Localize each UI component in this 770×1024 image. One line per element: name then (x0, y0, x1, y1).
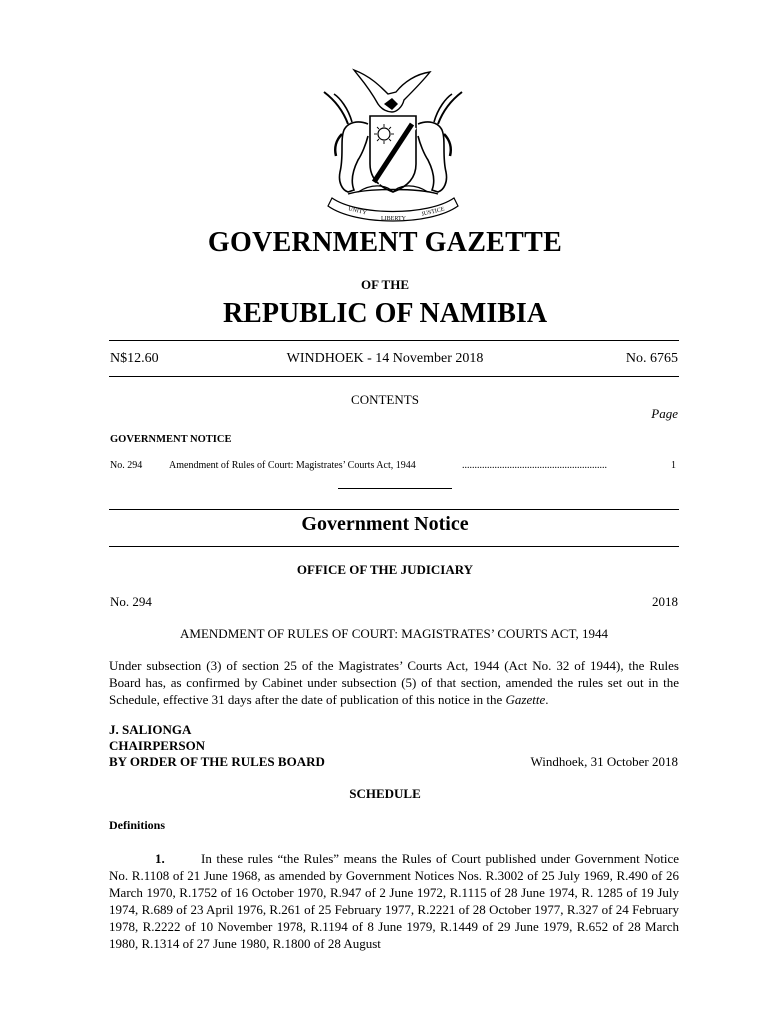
masthead-rule-top (109, 340, 679, 341)
clause-text: In these rules “the Rules” means the Rules of Court published under Government Notice No. R.1108 of 21 June 1968, as amended by Government Notices Nos. R.3002 of 25 July 1969, R.490 of 26 March 1970, R.1752 of 16 October 1970, R.947 of 2 June 1972, R.1115 of 28 June 1974, R. 1285 of 19 July 1974, R.689 of 23 April 1976, R.261 of 25 February 1977, R.2221 of 28 October 1977, R.327 of 24 February 1978, R.2222 of 10 November 1978, R.1194 of 8 June 1979, R.1449 of 29 June 1979, R.652 of 28 March 1980, R.1314 of 27 June 1980, R.1800 of 28 August (109, 851, 679, 951)
gazette-italic: Gazette (505, 692, 546, 707)
notice-heading: Government Notice (301, 513, 469, 535)
signatory-position: CHAIRPERSON (109, 738, 206, 753)
contents-entry-number: No. 294 (110, 460, 143, 471)
contents-separator (338, 488, 452, 489)
date-place: WINDHOEK - 14 November 2018 (286, 351, 484, 366)
definitions-clause (109, 850, 679, 952)
price: N$12.60 (110, 351, 159, 366)
notice-title: AMENDMENT OF RULES OF COURT: MAGISTRATES’ COURTS ACT, 1944 (180, 626, 608, 641)
ribbon-text-liberty: LIBERTY (381, 216, 406, 222)
signatory-block (109, 722, 325, 770)
of-the-subtitle: OF THE (360, 277, 410, 292)
clause-number: 1. (155, 851, 165, 866)
office-heading: OFFICE OF THE JUDICIARY (296, 562, 474, 577)
preamble-paragraph (109, 657, 679, 708)
issue-number: No. 6765 (625, 351, 678, 366)
ribbon-text-unity: UNITY (347, 206, 368, 217)
signatory-place-date: Windhoek, 31 October 2018 (530, 754, 678, 769)
contents-entry-page: 1 (671, 460, 676, 471)
notice-year: 2018 (652, 594, 678, 609)
signatory-order: BY ORDER OF THE RULES BOARD (109, 754, 325, 769)
namibia-coat-of-arms-seal (318, 64, 468, 224)
contents-heading: CONTENTS (351, 392, 419, 407)
preamble-end: . (545, 692, 549, 707)
masthead-rule-bottom (109, 376, 679, 377)
notice-rule-bottom (109, 546, 679, 547)
republic-title: REPUBLIC OF NAMIBIA (222, 298, 548, 329)
schedule-heading: SCHEDULE (349, 786, 421, 801)
preamble-text: Under subsection (3) of section 25 of the Magistrates’ Courts Act, 1944 (Act No. 32 of 1944), the Rules Board has, as confirmed by Cabinet under subsection (5) of that section, amended the rules set out in the Schedule, effective 31 days after the date of publication of this notice in the (109, 658, 679, 707)
signatory-name: J. SALIONGA (109, 722, 192, 737)
contents-section-heading: GOVERNMENT NOTICE (110, 434, 232, 445)
contents-entry-title: Amendment of Rules of Court: Magistrates’ Courts Act, 1944 (169, 460, 416, 471)
page-column-label: Page (651, 406, 678, 421)
contents-entry-leader: .......................................................... (462, 460, 607, 471)
ribbon-text-justice: JUSTICE (421, 206, 446, 218)
notice-number: No. 294 (110, 594, 152, 609)
gazette-title: GOVERNMENT GAZETTE (207, 227, 563, 258)
notice-rule-top (109, 509, 679, 510)
definitions-heading: Definitions (109, 818, 166, 832)
